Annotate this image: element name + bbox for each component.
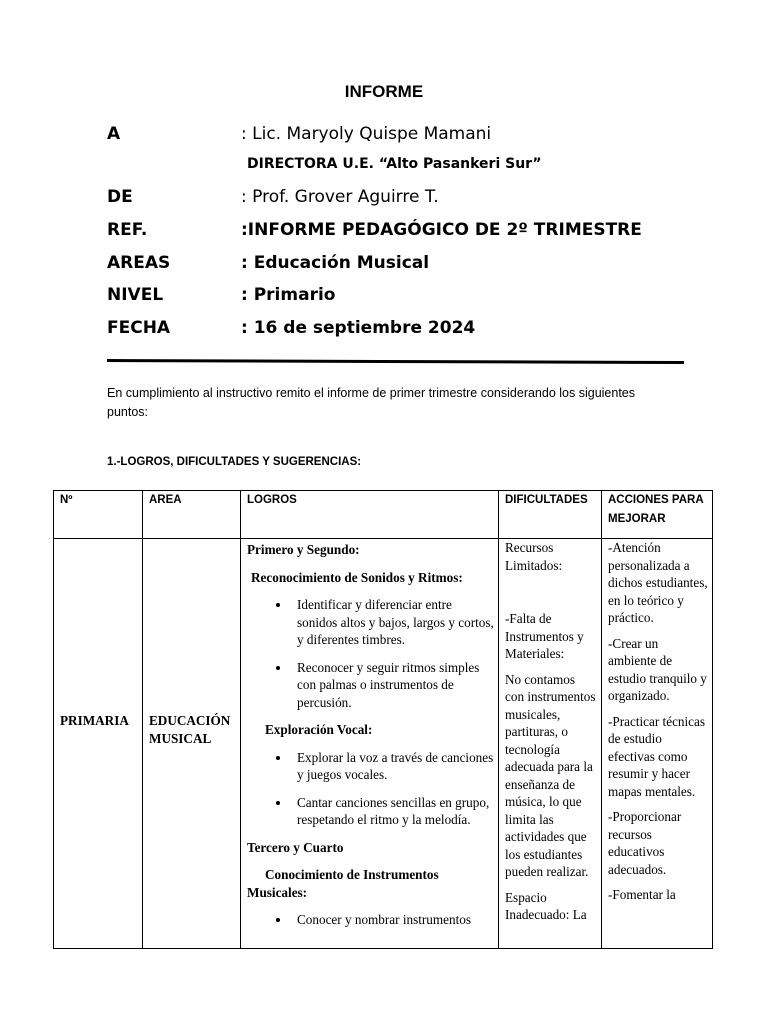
acciones-text-4: -Proporcionar recursos educativos adecuados.: [608, 809, 682, 877]
label-de: DE: [107, 187, 133, 207]
list-item: • Explorar la voz a través de canciones y juegos vocales.: [291, 749, 494, 784]
list-item: • Conocer y nombrar instrumentos: [291, 911, 494, 929]
acciones-text-2: -Crear un ambiente de estudio tranquilo y organizado.: [608, 635, 707, 703]
value-nivel: : Primario: [241, 285, 336, 305]
header-divider: [107, 359, 684, 364]
logros-list-3: [247, 911, 494, 929]
logros-list-2: [247, 749, 494, 829]
cell-dificultades: [499, 539, 602, 949]
list-item: • Identificar y diferenciar entre sonidos altos y bajos, largos y cortos, y diferentes timbres.: [291, 596, 494, 649]
dificultades-text-2: -Falta de Instrumentos y Materiales:: [505, 611, 584, 661]
cell-acciones: [602, 539, 713, 949]
cell-logros: [241, 539, 499, 949]
acciones-text-3: -Practicar técnicas de estudio efectivas como resumir y hacer mapas mentales.: [608, 713, 706, 799]
label-areas: AREAS: [107, 253, 171, 273]
table-header-row: [54, 491, 713, 539]
list-item: • Reconocer y seguir ritmos simples con palmas o instrumentos de percusión.: [291, 659, 494, 712]
header-cell-dificultades: DIFICULTADES: [499, 491, 602, 539]
section-heading: 1.-LOGROS, DIFICULTADES Y SUGERENCIAS:: [107, 456, 362, 468]
logros-list-1: [247, 596, 494, 711]
value-fecha: : 16 de septiembre 2024: [241, 318, 476, 338]
area-text: EDUCACIÓN MUSICAL: [149, 713, 231, 746]
intro-paragraph: En cumplimiento al instructivo remito el informe de primer trimestre considerando los siguientes puntos:: [107, 386, 635, 419]
label-fecha: FECHA: [107, 318, 171, 338]
acciones-text-1: -Atención personalizada a dichos estudiantes, en lo teórico y práctico.: [608, 540, 708, 625]
logros-group-1: Primero y Segundo:: [247, 542, 360, 557]
value-areas: : Educación Musical: [241, 253, 430, 273]
nivel-text: PRIMARIA: [60, 713, 129, 728]
label-a: A: [107, 124, 121, 144]
list-item: • Cantar canciones sencillas en grupo, respetando el ritmo y la melodía.: [291, 794, 494, 829]
table-row: [54, 539, 713, 949]
value-a-sub: DIRECTORA U.E. “Alto Pasankeri Sur”: [247, 156, 542, 172]
value-ref: :INFORME PEDAGÓGICO DE 2º TRIMESTRE: [241, 220, 642, 240]
logros-subheading-2: Exploración Vocal:: [265, 722, 373, 737]
cell-area: [143, 539, 241, 949]
header-cell-acciones: ACCIONES PARA MEJORAR: [602, 491, 713, 539]
document-title: INFORME: [344, 82, 424, 101]
dificultades-text-1: Recursos Limitados:: [505, 540, 563, 573]
value-de: : Prof. Grover Aguirre T.: [241, 187, 439, 207]
acciones-text-5: -Fomentar la: [608, 887, 676, 902]
header-cell-no: Nº: [54, 491, 143, 539]
dificultades-text-4: Espacio Inadecuado: La: [505, 889, 587, 922]
logros-subheading-3: Conocimiento de Instrumentos Musicales:: [247, 867, 439, 900]
logros-group-2: Tercero y Cuarto: [247, 839, 344, 855]
logros-subheading-1: Reconocimiento de Sonidos y Ritmos:: [251, 569, 463, 585]
value-a: : Lic. Maryoly Quispe Mamani: [241, 124, 492, 144]
report-table: [53, 490, 713, 949]
dificultades-text-3: No contamos con instrumentos musicales, partituras, o tecnología adecuada para la enseñanza de música, lo que limita las actividades que los estudiantes pueden realizar.: [505, 671, 596, 879]
header-cell-area: AREA: [143, 491, 241, 539]
label-ref: REF.: [107, 220, 148, 240]
cell-nivel: [54, 539, 143, 949]
header-cell-logros: LOGROS: [241, 491, 499, 539]
label-nivel: NIVEL: [107, 285, 164, 305]
